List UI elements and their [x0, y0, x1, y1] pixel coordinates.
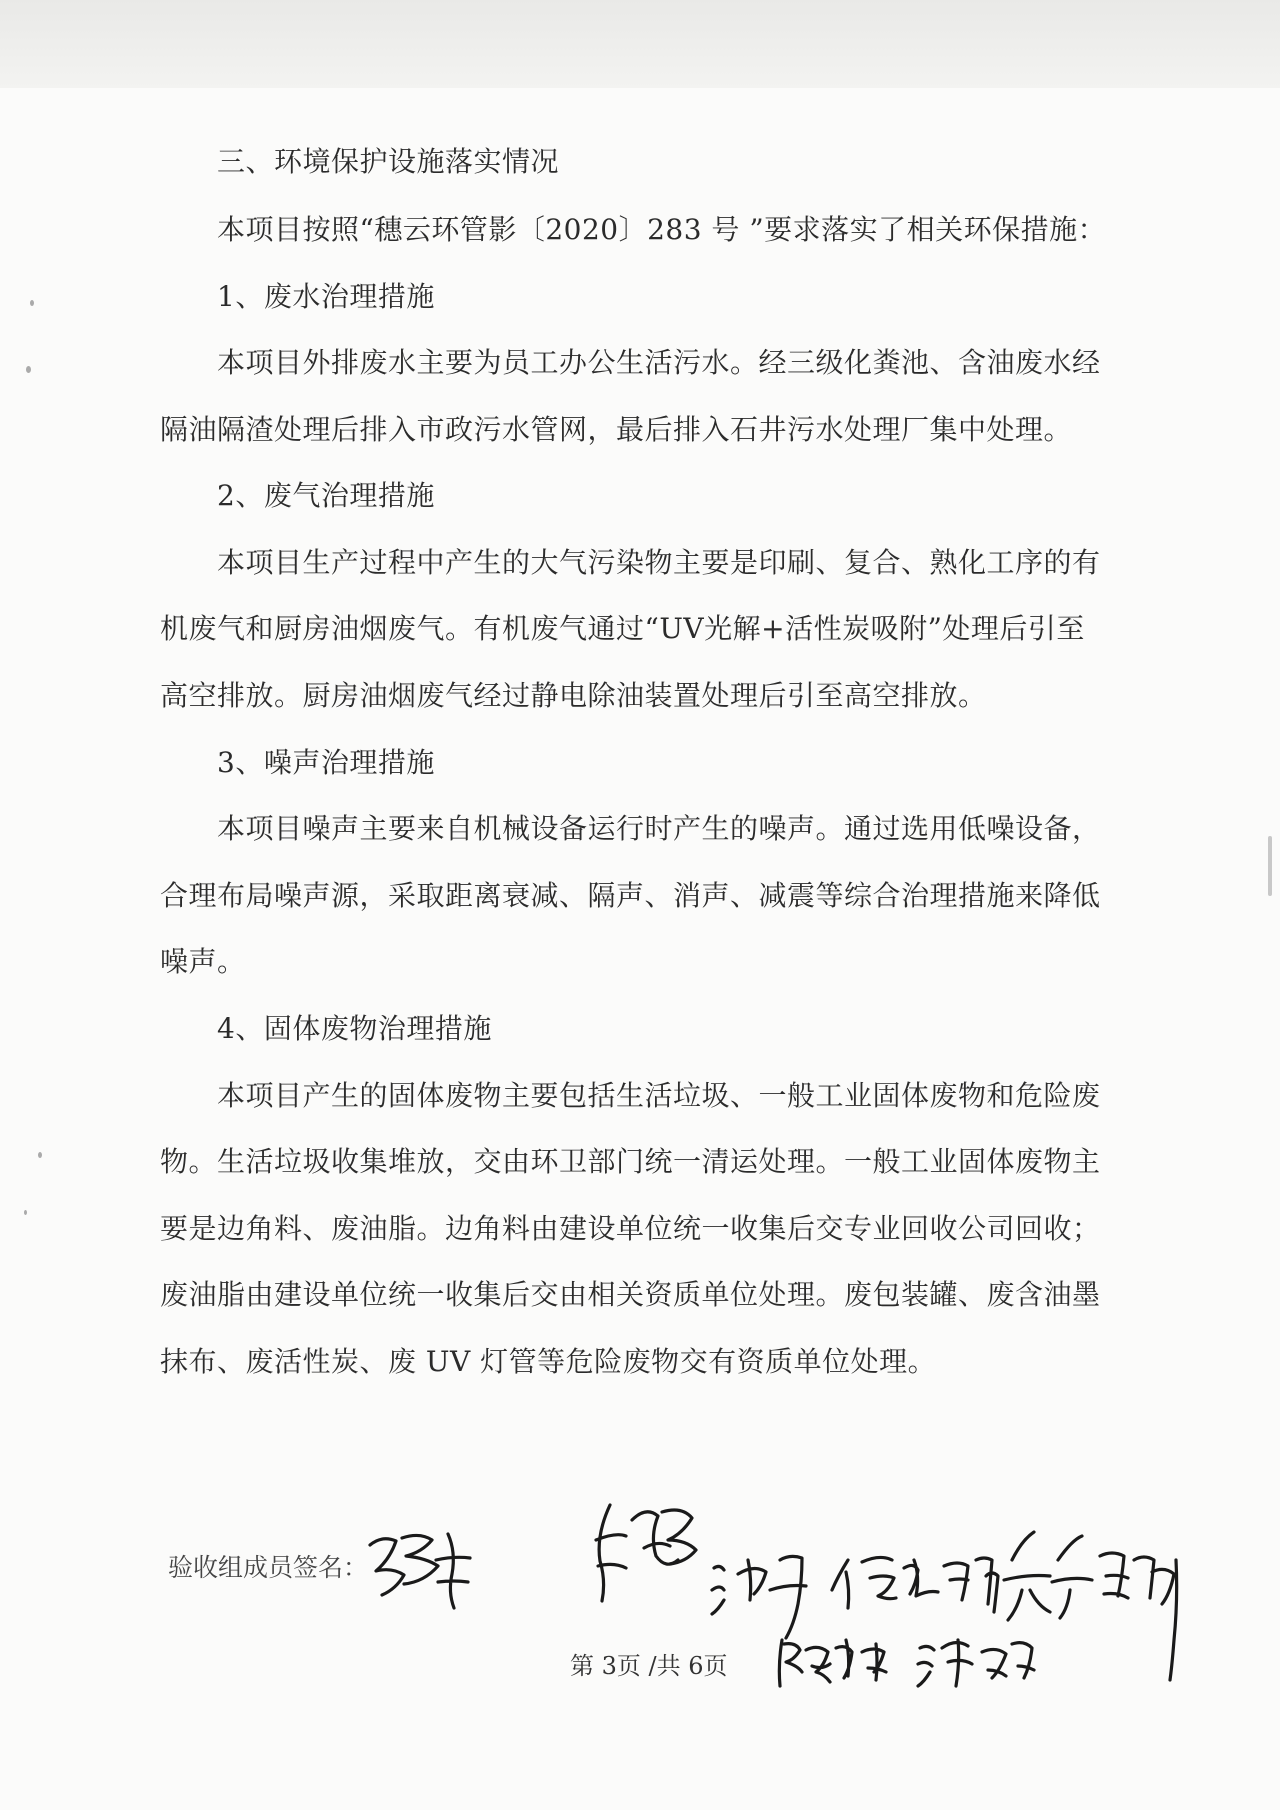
wastewater-text-line: 本项目外排废水主要为员工办公生活污水。经三级化粪池、含油废水经 — [217, 346, 1101, 379]
solid-waste-heading: 4、固体废物治理措施 — [217, 1012, 492, 1045]
solid-waste-text-line: 本项目产生的固体废物主要包括生活垃圾、一般工业固体废物和危险废 — [217, 1079, 1101, 1112]
page-number-footer: 第 3页 /共 6页 — [570, 1652, 728, 1680]
intro-paragraph: 本项目按照“穗云环管影〔2020〕283 号 ”要求落实了相关环保措施： — [217, 213, 1107, 246]
noise-text-line: 噪声。 — [160, 945, 246, 978]
scan-speck — [26, 366, 31, 373]
scan-speck — [24, 1210, 27, 1215]
scan-speck — [38, 1152, 42, 1158]
noise-heading: 3、噪声治理措施 — [217, 746, 435, 779]
solid-waste-text-line: 抹布、废活性炭、废 UV 灯管等危险废物交有资质单位处理。 — [160, 1345, 937, 1378]
wastewater-heading: 1、废水治理措施 — [217, 280, 435, 313]
scan-top-edge — [0, 0, 1280, 89]
wastewater-text-line: 隔油隔渣处理后排入市政污水管网，最后排入石井污水处理厂集中处理。 — [160, 413, 1073, 446]
exhaust-gas-heading: 2、废气治理措施 — [217, 479, 435, 512]
signature-label: 验收组成员签名： — [168, 1553, 369, 1582]
solid-waste-text-line: 废油脂由建设单位统一收集后交由相关资质单位处理。废包装罐、废含油墨 — [160, 1278, 1101, 1311]
exhaust-gas-text-line: 高空排放。厨房油烟废气经过静电除油装置处理后引至高空排放。 — [160, 679, 987, 712]
noise-text-line: 本项目噪声主要来自机械设备运行时产生的噪声。通过选用低噪设备， — [217, 812, 1101, 845]
solid-waste-text-line: 要是边角料、废油脂。边角料由建设单位统一收集后交专业回收公司回收； — [160, 1212, 1101, 1245]
section-title: 三、环境保护设施落实情况 — [217, 145, 560, 178]
scan-edge-mark — [1268, 836, 1272, 896]
exhaust-gas-text-line: 机废气和厨房油烟废气。有机废气通过“UV光解+活性炭吸附”处理后引至 — [160, 612, 1085, 645]
scan-speck — [30, 300, 34, 306]
exhaust-gas-text-line: 本项目生产过程中产生的大气污染物主要是印刷、复合、熟化工序的有 — [217, 546, 1101, 579]
solid-waste-text-line: 物。生活垃圾收集堆放，交由环卫部门统一清运处理。一般工业固体废物主 — [160, 1145, 1101, 1178]
noise-text-line: 合理布局噪声源，采取距离衰减、隔声、消声、减震等综合治理措施来降低 — [160, 879, 1101, 912]
